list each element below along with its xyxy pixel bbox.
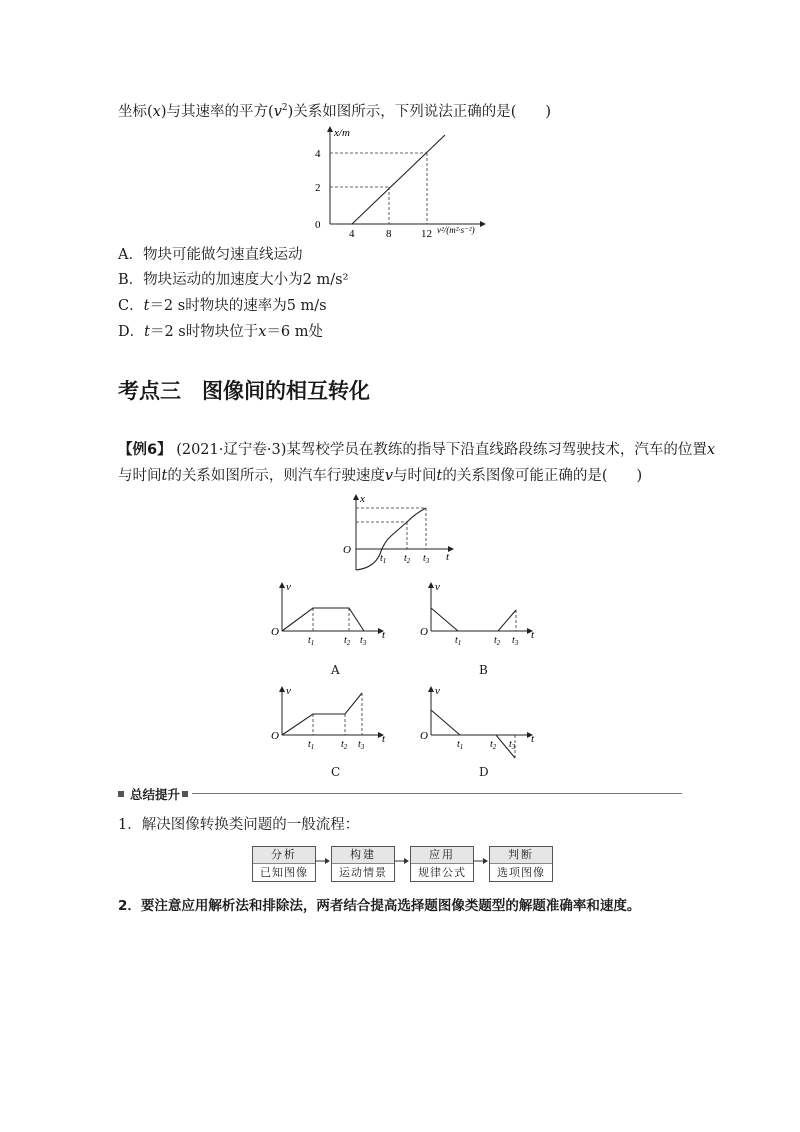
- x-tick-8: 8: [386, 228, 392, 240]
- option-c-var: t: [143, 298, 150, 314]
- intro-text-b: )与其速率的平方(: [160, 103, 274, 120]
- svg-text:O: O: [271, 626, 279, 638]
- intro-text-a: 坐标(: [118, 103, 153, 120]
- x-axis-label: v²/(m²·s⁻²): [437, 225, 475, 235]
- example-line1-text: 某驾校学员在教练的指导下沿直线路段练习驾驶技术，汽车的位置: [286, 442, 707, 458]
- svg-text:t1: $t_1$: [457, 739, 464, 751]
- summary-item-1: 1．解决图像转换类问题的一般流程：: [118, 817, 360, 833]
- example-var-v: v: [384, 468, 394, 484]
- example-line2-d: 的关系图像可能正确的是( ): [442, 468, 643, 484]
- caption-a: A: [331, 663, 340, 677]
- svg-text:t1: $t_1$: [455, 635, 462, 647]
- v-t-line-c: [282, 693, 362, 735]
- var-v: v: [273, 103, 282, 120]
- example-line2-a: 与时间: [118, 468, 162, 484]
- option-c-label: C．: [118, 298, 144, 314]
- flowchart: [252, 846, 572, 882]
- option-d-var2: x: [258, 324, 267, 340]
- svg-text:t: t: [382, 629, 386, 641]
- svg-text:t2: $t_2$: [344, 635, 351, 647]
- origin-label: 0: [315, 219, 321, 231]
- var-x: x: [152, 103, 161, 120]
- svg-text:v: v: [286, 685, 291, 697]
- svg-text:v: v: [435, 685, 440, 697]
- example-line2-b: 的关系如图所示，则汽车行驶速度: [167, 468, 385, 484]
- flow-step-4: 判断 选项图像: [489, 846, 553, 882]
- svg-text:t2: $t_2$: [490, 739, 497, 751]
- x-v2-graph: [300, 122, 500, 240]
- x-tick-4: 4: [349, 228, 355, 240]
- svg-text:t1: $t_1$: [308, 739, 315, 751]
- summary-item-2: 2．要注意应用解析法和排除法，两者结合提高选择题图像类题型的解题准确率和速度。: [118, 898, 641, 914]
- v-t-graph-d: [417, 684, 547, 766]
- section-title: 考点三 图像间的相互转化: [118, 379, 370, 403]
- option-d-label: D．: [118, 324, 145, 340]
- flow-arrow-3: [473, 856, 489, 866]
- svg-text:t3: $t_3$: [360, 635, 367, 647]
- y-axis-arrow: [327, 126, 333, 132]
- x-t-graph: [336, 492, 466, 574]
- svg-text:t: t: [531, 629, 535, 641]
- option-c-text: ＝2 s时物块的速率为5 m/s: [149, 298, 327, 314]
- flow-arrow-1: [315, 856, 331, 866]
- svg-text:t2: $t_2$: [341, 739, 348, 751]
- x-t-tick-t1: $t_1$: [380, 553, 387, 565]
- option-d-text-mid: ＝2 s时物块位于: [149, 324, 259, 340]
- v-t-line-a: [282, 608, 364, 631]
- x-t-tick-t2: $t_2$: [404, 553, 411, 565]
- svg-text:t3: $t_3$: [358, 739, 365, 751]
- example-line2-c: 与时间: [393, 468, 437, 484]
- option-d-text: ＝6 m处: [266, 324, 324, 340]
- example-var-t2: t: [436, 468, 443, 484]
- x-t-curve: [356, 508, 426, 570]
- intro-text-c: )关系如图所示，下列说法正确的是( ): [287, 103, 552, 120]
- option-c: [118, 296, 327, 316]
- svg-text:t2: $t_2$: [494, 635, 501, 647]
- x-t-ylabel: x: [360, 493, 365, 505]
- flow-step-3: 应用 规律公式: [410, 846, 474, 882]
- flow-step-1: 分析 已知图像: [252, 846, 316, 882]
- option-d: [118, 322, 323, 342]
- caption-c: C: [331, 765, 341, 779]
- question-intro: 坐标(x)与其速率的平方$(v^2)$关系如图所示，下列说法正确的是( ): [118, 103, 552, 120]
- data-line: [352, 135, 445, 224]
- option-d-var: t: [144, 324, 150, 340]
- svg-text:O: O: [271, 730, 279, 742]
- x-t-tick-t3: $t_3$: [423, 553, 430, 565]
- caption-d: D: [479, 765, 489, 779]
- option-a-label: A．: [118, 247, 143, 263]
- example-line-1: [118, 440, 715, 460]
- svg-text:v: v: [286, 581, 291, 593]
- summary-bullet: [118, 791, 124, 797]
- y-tick-2: 2: [315, 182, 321, 194]
- svg-text:t1: $t_1$: [308, 635, 315, 647]
- x-t-xlabel: t: [446, 551, 450, 563]
- option-a: [118, 245, 302, 265]
- example-tag: 【例6】: [118, 442, 172, 458]
- flow-arrow-2: [394, 856, 410, 866]
- example-line-2: [118, 466, 642, 486]
- svg-text:t: t: [531, 733, 535, 745]
- x-tick-12: 12: [421, 228, 432, 240]
- summary-rule: [192, 793, 682, 794]
- example-source: (2021·辽宁卷·3): [176, 442, 287, 458]
- svg-text:t3: $t_3$: [509, 739, 516, 751]
- option-a-text: 物块可能做匀速直线运动: [142, 247, 303, 263]
- svg-text:t3: $t_3$: [512, 635, 519, 647]
- caption-b: B: [479, 663, 488, 677]
- summary-title: 总结提升: [130, 787, 181, 802]
- option-b: [118, 270, 348, 290]
- x-axis-arrow: [480, 221, 486, 227]
- x-t-origin: O: [343, 544, 351, 556]
- v-t-graph-b: [417, 580, 547, 650]
- option-b-label: B．: [118, 272, 144, 288]
- svg-text:t: t: [382, 733, 386, 745]
- v-t-line-b: [431, 608, 516, 631]
- flow-step-2: 构建 运动情景: [331, 846, 395, 882]
- example-var-x: x: [706, 442, 716, 458]
- option-b-text: 物块运动的加速度大小为2 m/s²: [143, 272, 349, 288]
- summary-header: [118, 786, 682, 802]
- svg-text:O: O: [420, 626, 428, 638]
- svg-text:v: v: [435, 581, 440, 593]
- example-var-t: t: [161, 468, 168, 484]
- v-t-graph-a: [268, 580, 398, 650]
- svg-text:O: O: [420, 730, 428, 742]
- v-t-line-d: [431, 710, 515, 758]
- y-axis-label: x/m: [334, 127, 350, 139]
- v-t-graph-c: [268, 684, 398, 754]
- y-tick-4: 4: [315, 148, 321, 160]
